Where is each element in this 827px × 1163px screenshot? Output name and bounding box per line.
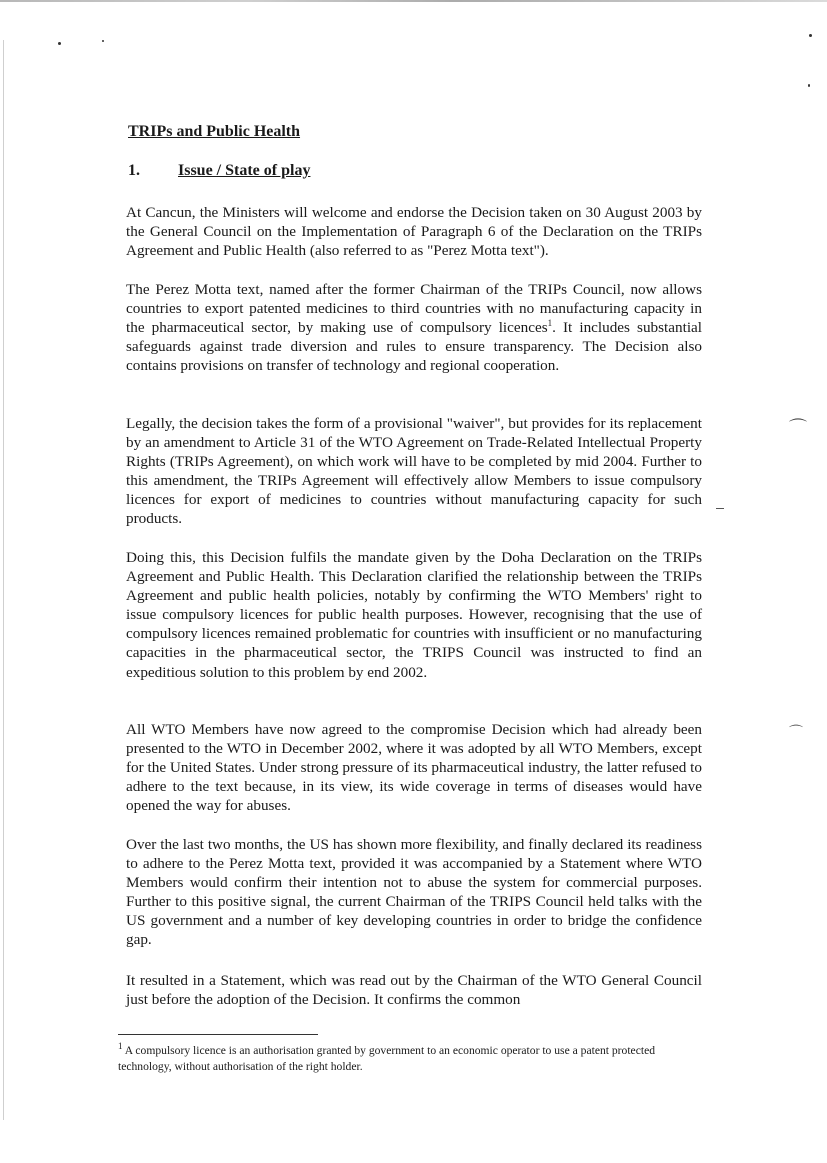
scan-speck — [808, 84, 810, 87]
paragraph-2 — [126, 280, 702, 375]
margin-scribble-icon: ⌒ — [789, 418, 807, 438]
margin-scribble-icon: ⌒ — [789, 726, 803, 741]
paragraph-3: Legally, the decision takes the form of a provisional "waiver", but provides for its replacement by an amendment to Article 31 of the WTO Agreement on Trade-Related Intellectual Property Rights (TRIPs Agreement), on which work will have to be completed by mid 2004. Further to this amendment, the TRIPs Agreement will effectively allow Members to issue compulsory licences for export of medicines to countries without manufacturing capacity for such products. — [126, 415, 702, 528]
paragraph-1: At Cancun, the Ministers will welcome and endorse the Decision taken on 30 August 2003 by the General Council on the Implementation of Paragraph 6 of the Declaration on the TRIPs Agreement and Public Health (also referred to as "Perez Motta text"). — [126, 204, 702, 260]
section-title: Issue / State of play — [178, 162, 311, 179]
footnote-divider — [118, 1034, 318, 1035]
section-heading — [128, 162, 310, 180]
page-title: TRIPs and Public Health — [128, 123, 301, 140]
section-number: 1. — [128, 162, 140, 179]
footnote-reference: 1 — [547, 318, 553, 329]
paragraph-2-text-before: The Perez Motta text, named after the former Chairman of the TRIPs Council, now allows countries to export patented medicines to third countries with no manufacturing capacity in the pharmaceutical sector, by making use of compulsory licences — [126, 281, 702, 337]
paragraph-4: Doing this, this Decision fulfils the mandate given by the Doha Declaration on the TRIPs Agreement and Public Health. This Declaration clarified the relationship between the TRIPs Agreement and public health policies, notably by confirming the WTO Members' right to issue compulsory licences for public health purposes. However, recognising that the use of compulsory licences remained problematic for countries with insufficient or no manufacturing capacities in the pharmaceutical sector, the TRIPS Council was instructed to find an expeditious solution to this problem by end 2002. — [126, 549, 702, 681]
scan-left-edge — [3, 40, 4, 1120]
scan-speck — [58, 42, 61, 45]
footnote-text: A compulsory licence is an authorisation granted by government to an economic operator to use a patent protected technology, without authorisation of the right holder. — [118, 1044, 656, 1073]
footnote-number: 1 — [118, 1041, 123, 1052]
footnote — [118, 1043, 698, 1075]
margin-dash — [716, 508, 724, 509]
paragraph-6: Over the last two months, the US has shown more flexibility, and finally declared its readiness to adhere to the Perez Motta text, provided it was accompanied by a Statement where WTO Members would confirm their intention not to abuse the system for commercial purposes. Further to this positive signal, the current Chairman of the TRIPS Council held talks with the US government and a number of key developing countries in order to bridge the confidence gap. — [126, 836, 702, 949]
paragraph-2-text-after: . It includes substantial safeguards against trade diversion and rules to ensure transparency. The Decision also contains provisions on transfer of technology and regional cooperation. — [126, 319, 702, 375]
scan-speck — [809, 34, 812, 37]
scan-top-edge — [0, 0, 827, 2]
paragraph-7: It resulted in a Statement, which was read out by the Chairman of the WTO General Council just before the adoption of the Decision. It confirms the common — [126, 972, 702, 1009]
scan-speck — [102, 40, 104, 42]
paragraph-5: All WTO Members have now agreed to the compromise Decision which had already been presented to the WTO in December 2002, where it was adopted by all WTO Members, except for the United States. Under strong pressure of its pharmaceutical industry, the latter refused to adhere to the text because, in its view, its wide coverage in terms of diseases would have opened the way for abuses. — [126, 721, 702, 815]
